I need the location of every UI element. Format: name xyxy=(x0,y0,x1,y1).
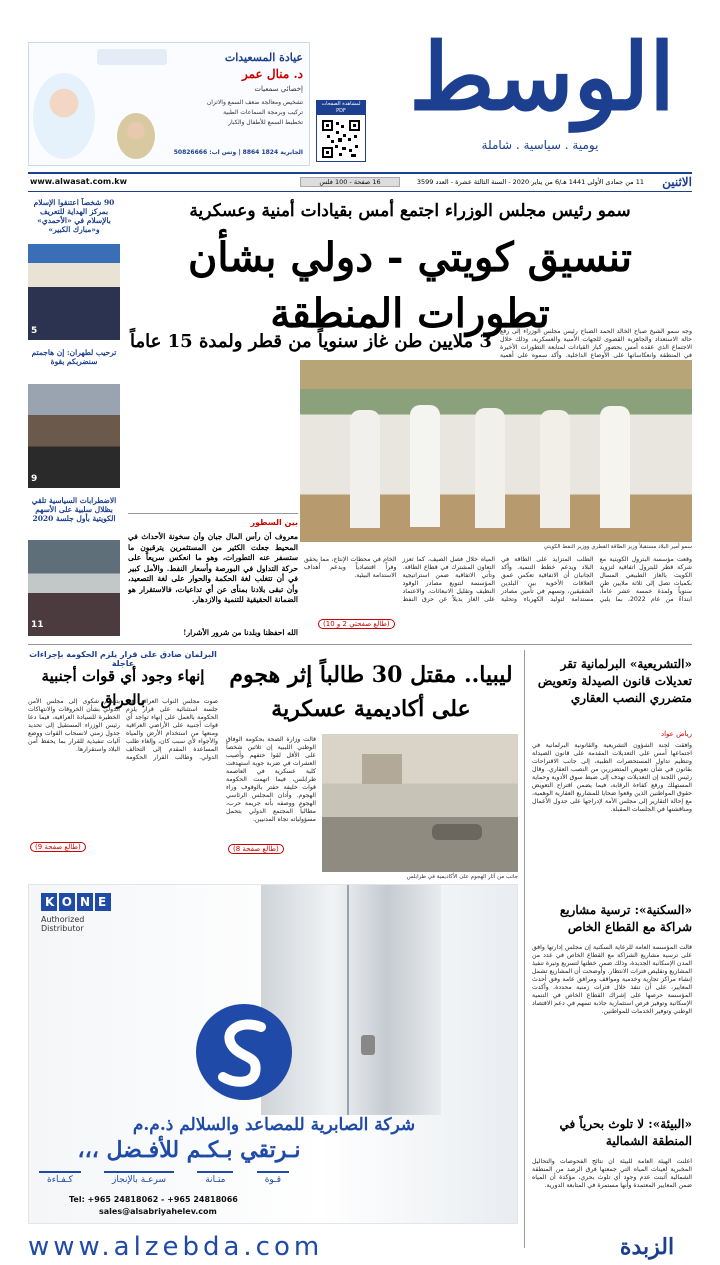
clinic-line-2: تركيب وبرمجة السماعات الطبية xyxy=(223,109,303,116)
gas-article-body: وقعت مؤسسة البترول الكويتية مع شركة قطر للبترول اتفاقية لتزويد الكويت بالغاز الطبيعي المسال بكميات تصل إلى ثلاثة ملايين طن سنوياً ولمدة خمسة عشر عاماً، ابتداءً من عام 2022، بما يلبي الطلب المتزايد على الطاقة في البلاد ويدعم خطط التنمية. وأكد الجانبان أن الاتفاقية تعكس عمق العلاقات الأخوية بين البلدين الشقيقين، وتسهم في تأمين مصادر مستدامة لتوليد الكهرباء وتحلية المياه خلال فصل الصيف، كما تعزز التعاون المشترك في قطاع الطاقة. وتأتي الاتفاقية ضمن استراتيجية المؤسسة لتنويع مصادر الوقود النظيف وتقليل الانبعاثات، والاعتماد على الغاز بديلاً عن حرق النفط الخام في محطات الإنتاج، مما يحقق وفراً اقتصادياً ويدعم أهداف الاستدامة البيئية. xyxy=(304,556,692,603)
kone-email[interactable]: sales@alsabriyahelev.com xyxy=(99,1207,217,1216)
legislative-article-body: وافقت لجنة الشؤون التشريعية والقانونية البرلمانية في اجتماعها أمس على التعديلات المقدمة على قانون الصيدلة وتنظيم تداول المستحضرات الطبية، إلى جانب الاقتراحات بقانون في شأن تعويض المتضررين من النصب العقاري. وقال رئيس اللجنة إن التعديلات تهدف إلى ضبط سوق الأدوية وحماية المستهلك ورفع كفاءة الرقابة، فيما يضمن اقتراح التعويض حقوق المواطنين الذين وقعوا ضحايا للمشاريع العقارية الوهمية، مع إحالة التقارير إلى مجلس الأمة لإدراجها على جدول الأعمال ومناقشتها في الجلسات المقبلة. xyxy=(532,742,692,813)
clinic-photo xyxy=(33,73,95,159)
sidebar-title: ترحيب لطهران: إن هاجمتم سنضربكم بقوة xyxy=(31,348,117,366)
sidebar xyxy=(28,198,120,638)
clinic-line-1: تشخيص ومعالجة ضعف السمع والاتزان xyxy=(206,99,303,106)
clinic-logo xyxy=(97,49,167,65)
gas-headline: 3 ملايين طن غاز سنوياً من قطر ولمدة 15 عاماً xyxy=(130,331,492,352)
kone-slogan: نـرتقي بـكـم للأفـضل ،،، xyxy=(77,1137,301,1163)
sidebar-page-number: 5 xyxy=(31,326,38,336)
column-divider xyxy=(524,650,525,1248)
issue-date: 11 من جمادى الأولى 1441 هـ/6 من يناير 2020 - السنة الثالثة عشرة - العدد 3599 xyxy=(416,178,644,186)
feature-speed: سرعـة بالإنجاز xyxy=(104,1171,174,1191)
gas-page-tag[interactable]: (طالع صفحتي 2 و 10) xyxy=(318,619,395,629)
iraq-page-tag[interactable]: (طالع صفحة 9) xyxy=(30,842,86,852)
feature-efficiency: كـفـاءة xyxy=(39,1171,81,1191)
column-label: بين السطور xyxy=(250,518,298,527)
gas-photo xyxy=(300,360,692,542)
feature-durability: متـانة xyxy=(197,1171,233,1191)
doctor-specialty: إخصائي سمعيات xyxy=(254,85,303,93)
main-headline: تنسيق كويتي - دولي بشأن تطورات المنطقة xyxy=(188,234,632,337)
kone-company: شركة الصابرية للمصاعد والسلالم ذ.م.م xyxy=(132,1115,416,1135)
gas-photo-caption: سمو أمير البلاد مستقبلاً وزير الطاقة القطري ووزير النفط الكويتي xyxy=(543,544,692,550)
libya-headline: ليبيا.. مقتل 30 طالباً إثر هجوم على أكاديمية عسكرية xyxy=(229,662,513,722)
pdf-label: لمشاهدة الصفحات PDF xyxy=(317,101,365,115)
issue-day: الاثنين xyxy=(662,175,692,189)
clinic-line-3: تخطيط السمع للأطفال والكبار xyxy=(228,119,303,126)
kone-phones: Tel: +965 24818062 - +965 24818066 xyxy=(69,1195,238,1204)
footer xyxy=(0,1232,720,1265)
sabriya-logo-icon xyxy=(189,997,299,1107)
column-box xyxy=(128,513,298,641)
environment-article-body: أعلنت الهيئة العامة للبيئة أن نتائج الفحوصات والتحاليل المخبرية لعينات المياه التي جمعتها فرق الرصد من المنطقة الشمالية أثبتت عدم وجود أي تلوث بحري، مؤكدة أن المياه ضمن المعايير المعتمدة وأنها مستمرة في المتابعة الدورية. xyxy=(532,1158,692,1189)
masthead-slogan: يومية . سياسية . شاملة xyxy=(481,138,599,152)
kone-brand: KONE xyxy=(45,895,115,909)
clinic-phone: الجابرية 1824 8864 | وتس اب: 50826666 xyxy=(173,149,303,156)
date-bar xyxy=(28,172,692,192)
sidebar-item[interactable] xyxy=(28,198,120,343)
kone-ad[interactable] xyxy=(28,884,518,1224)
legislative-author: رياض عواد xyxy=(660,730,692,738)
lead-article-body: وجه سمو الشيخ صباح الخالد الحمد الصباح رئيس مجلس الوزراء إلى رفع حالة الاستعداد والجاهزية القصوى للجهات الأمنية والعسكرية، وذلك خلال الاجتماع الذي عقده أمس بحضور كبار القيادات لمتابعة التطورات الأخيرة في المنطقة وانعكاساتها على الأوضاع الداخلية. وأكد سموه على أهمية xyxy=(500,328,692,359)
column-closing: الله احفظنا وبلدنا من شرور الأشرار! xyxy=(183,628,298,637)
sidebar-photo xyxy=(28,244,120,340)
iraq-article-body: صوت مجلس النواب العراقي في جلسة استثنائية على قرار يلزم الحكومة بالعمل على إنهاء تواجد أي قوات أجنبية على الأراضي العراقية ومنعها من استخدام الأرض والمياه والأجواء لأي سبب كان، وإلغاء طلب المساعدة المقدم إلى التحالف الدولي. وطالب القرار الحكومة بتقديم شكوى إلى مجلس الأمن الدولي بشأن الخروقات والانتهاكات الخطيرة للسيادة العراقية، فيما دعا رئيس الوزراء المستقيل إلى تحديد جدول زمني لانسحاب القوات ووضع آليات تنفيذية للقرار بما يحفظ أمن البلاد واستقرارها. xyxy=(28,698,218,761)
column-body: معروف أن رأس المال جبان وأن سخونة الأحداث في المحيط جعلت الكثير من المستثمرين يترقبون ما ستسفر عنه التطورات، وهو ما انعكس سريعاً على حركة التداول في البورصة وأسعار النفط. والأمل كبير في أن تتغلب لغة الحكمة والحوار على لغة التصعيد، وأن تبقى بلادنا بمنأى عن أي تداعيات، فالاستقرار هو الضمانة الحقيقية للتنمية والازدهار. xyxy=(128,532,298,604)
kone-authorized: Authorized xyxy=(41,915,85,924)
sidebar-item[interactable] xyxy=(28,496,120,638)
iraq-headline: إنهاء وجود أي قوات أجنبية بالعراق xyxy=(41,667,205,709)
main-kicker: سمو رئيس مجلس الوزراء اجتمع أمس بقيادات أمنية وعسكرية xyxy=(189,201,631,221)
website[interactable]: www.alwasat.com.kw xyxy=(30,177,127,186)
sidebar-title: 90 شخصاً اعتنقوا الإسلام بمركز الهداية للتعريف بالإسلام في «الأحمدي» و«مبارك الكبير» xyxy=(33,198,115,234)
feature-strength: قـوة xyxy=(257,1171,289,1191)
masthead xyxy=(0,0,720,170)
environment-headline: «البيئة»: لا تلوث بحرياً في المنطقة الشمالية xyxy=(559,1117,692,1148)
sidebar-item[interactable] xyxy=(28,348,120,493)
housing-article-body: قالت المؤسسة العامة للرعاية السكنية إن مجلس إدارتها وافق على ترسية مشاريع الشراكة مع القطاع الخاص في عدد من المدن الإسكانية الجديدة، وذلك ضمن خطتها لتسريع وتيرة تنفيذ المشاريع وتقليص فترات الانتظار. وأوضحت أن المشاريع تشمل إنشاء مراكز تجارية وخدمية ومواقف ومرافق عامة وفق أحدث المعايير، على أن تنفذ خلال فترات زمنية محددة. وأكدت المؤسسة حرصها على إشراك القطاع الخاص في التنمية الإسكانية وتوفير فرص استثمارية جاذبة تسهم في دعم الاقتصاد الوطني وتوفير الخدمات للمواطنين. xyxy=(532,944,692,1015)
sidebar-page-number: 9 xyxy=(31,474,38,484)
qr-code-icon xyxy=(321,119,361,159)
kone-distributor: Distributor xyxy=(41,924,84,933)
kone-logo-block xyxy=(41,893,115,953)
iraq-kicker: البرلمان صادق على قرار يلزم الحكومة بإجراءات عاجلة xyxy=(29,650,217,668)
libya-photo-caption: جانب من آثار الهجوم على الأكاديمية في طرابلس xyxy=(406,874,518,880)
doctor-name: د. منال عمر xyxy=(241,67,303,81)
clinic-title: عيادة المسعيدات xyxy=(224,51,303,64)
clinic-ad[interactable] xyxy=(28,42,310,166)
masthead-logo: الوسط xyxy=(409,23,675,131)
legislative-headline: «التشريعية» البرلمانية تقر تعديلات قانون الصيدلة وتعويض متضرري النصب العقاري xyxy=(537,657,692,705)
sidebar-page-number: 11 xyxy=(31,620,44,630)
pdf-box[interactable] xyxy=(316,100,366,162)
footer-logo: الزبدة xyxy=(619,1234,675,1260)
section-divider xyxy=(28,644,692,645)
footer-url[interactable]: www.alzebda.com xyxy=(28,1232,324,1262)
libya-page-tag[interactable]: (طالع صفحة 8) xyxy=(228,844,284,854)
issue-price: 16 صفحة - 100 فلس xyxy=(300,177,400,187)
libya-article-body: قالت وزارة الصحة بحكومة الوفاق الوطني الليبية إن ثلاثين شخصاً على الأقل لقوا حتفهم وأصيب العشرات في ضربة جوية استهدفت كلية عسكرية في العاصمة طرابلس، فيما اتهمت الحكومة قوات خليفة حفتر بالوقوف وراء الهجوم. وأدان المجلس الرئاسي الهجوم ووصفه بأنه جريمة حرب، مطالباً المجتمع الدولي بتحمل مسؤولياته تجاه المدنيين. xyxy=(226,736,316,823)
kone-features xyxy=(39,1171,289,1191)
doctor-photo xyxy=(117,113,155,159)
housing-headline: «السكنية»: ترسية مشاريع شراكة مع القطاع الخاص xyxy=(559,903,692,934)
libya-photo xyxy=(322,734,518,872)
sidebar-title: الاضطرابات السياسية تلقي بظلال سلبية على الأسهم الكويتية بأول جلسة 2020 xyxy=(31,496,117,523)
sidebar-photo xyxy=(28,384,120,488)
